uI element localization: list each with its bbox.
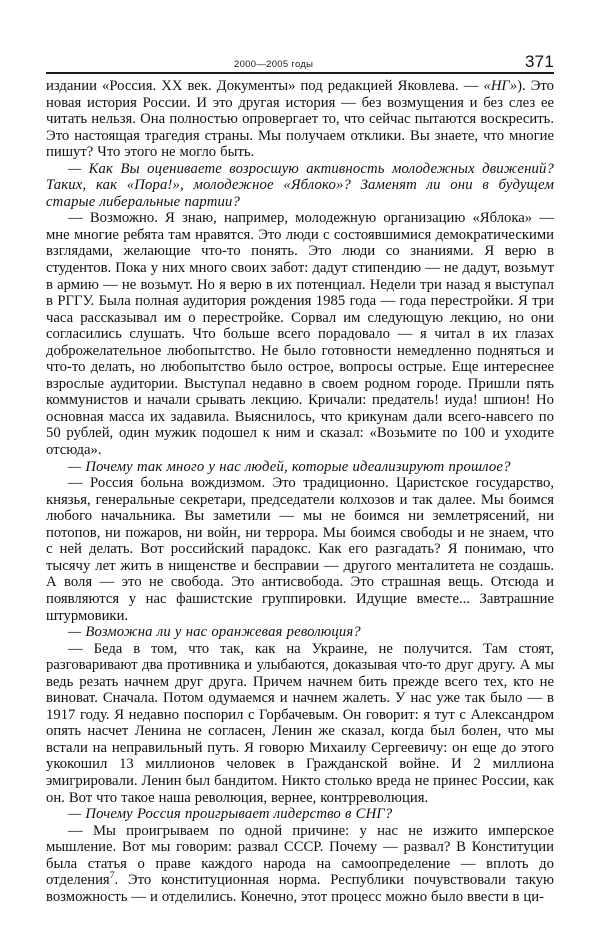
footnote-marker: 7 xyxy=(109,871,115,882)
question-youth-movements: — Как Вы оцениваете возросшую активность молодежных движений? Таких, как «Пора!», молодежное «Яблоко»? Заменят ли они в будущем старые либеральные партии? xyxy=(46,160,554,210)
running-head-title: 2000—2005 годы xyxy=(234,59,314,70)
question-orange-revolution: — Возможна ли у нас оранжевая революция? xyxy=(68,624,361,641)
newspaper-abbreviation-italic: «НГ» xyxy=(483,78,518,94)
answer-text-lead: — Мы проигрываем по одной причине: у нас не изжито имперское мышление. Вот мы говорим: развал СССР. Почему — развал? В Конституции была статья о праве каждого народа на самоопределение — вплоть до отделения xyxy=(46,822,554,889)
running-header xyxy=(46,52,554,70)
paragraph-text-lead: издании «Россия. XX век. Документы» под редакцией Яковлева. — xyxy=(46,78,484,94)
answer-cis-leadership xyxy=(46,823,554,906)
answer-idealize-past: — Россия больна вождизмом. Это традиционно. Царистское государство, князья, генеральные секретари, председатели колхозов и так далее. Мы боимся любого начальника. Вы заметили — мы не боимся ни землетрясений, ни потопов, ни пожаров, ни войн, ни террора. Мы боимся свободы и не знаем, что с ней делать. Вот российский парадокс. Как его разгадать? Я понимаю, что тысячу лет жить в нищенстве и бесправии — другого менталитета не создашь. А воля — это не свобода. Это антисвобода. Это страшная вещь. Отсюда и появляются у нас фашистские группировки. Идущие вместе... Завтрашние штурмовики. xyxy=(46,475,554,624)
answer-orange-revolution: — Беда в том, что так, как на Украине, не получится. Там стоят, разговаривают два противника и улыбаются, доказывая что-то друг другу. А мы ведь резать начнем друг друга. Причем начнем бить прежде всего тех, кто не виноват. Сначала. Потом одумаемся и начнем жалеть. У нас уже так было — в 1917 году. Я недавно поспорил с Горбачевым. Он говорит: я тут с Александром опять насчет Ленина не согласен, Ленин же сказал, когда был болен, что мы встали на неправильный путь. Я говорю Михаилу Сергеевичу: он еще до этого укокошил 13 миллионов человек в Гражданской войне. И 2 миллиона эмигрировали. Ленин был бандитом. Никто столько вреда не принес России, как он. Вот что такое наша революция, вернее, контрреволюция. xyxy=(46,640,554,806)
paragraph-continued-yakovlev xyxy=(46,78,554,161)
answer-text-tail: . Это конституционная норма. Республики почувствовали такую возможность — и отделились. Конечно, этот процесс можно было ввести в ци- xyxy=(46,872,554,905)
header-rule xyxy=(46,72,554,74)
answer-youth-movements: — Возможно. Я знаю, например, молодежную организацию «Яблока» — мне многие ребята там нравятся. Это люди с состоявшимися демократическими взглядами, желающие что-то понять. Это люди со знаниями. Я верю в студентов. Пока у них много своих забот: дадут стипендию — не дадут, возьмут в армию — не возьмут. Но я верю в их потенциал. Недели три назад я выступал в РГГУ. Была полная аудитория рождения 1985 года — года перестройки. Я три часа рассказывал им о перестройке. Сорвал им следующую лекцию, но они согласились слушать. Что больше всего порадовало — я читал в их глазах доброжелательное любопытство. Не было готовности немедленно подняться и что-то делать, но любопытство было острое, вопросы острые. Еще интереснее взрослые аудитории. Выступал недавно в своем родном городе. Пришли пять коммунистов и начали срывать лекцию. Кричали: предатель! иуда! шпион! Но основная масса их задавила. Выяснилось, что крикунам дали всего-навсего по 50 рублей, один мужик подошел к ним и сказал: «Возьмите по 100 и уходите отсюда». xyxy=(46,210,554,459)
question-idealize-past: — Почему так много у нас людей, которые идеализируют прошлое? xyxy=(68,458,511,475)
question-cis-leadership: — Почему Россия проигрывает лидерство в СНГ? xyxy=(68,806,393,823)
page-number: 371 xyxy=(525,52,554,71)
paragraph-text-tail: ). Это новая история России. И это другая история — без возмущения и без слез ее читать нельзя. Она полностью опровергает то, что сейчас пытаются воскресить. Это настоящая трагедия страны. Мы получаем отклики. Вы знаете, что многие пишут? Что этого не могло быть. xyxy=(46,78,554,161)
text-column xyxy=(46,78,554,905)
